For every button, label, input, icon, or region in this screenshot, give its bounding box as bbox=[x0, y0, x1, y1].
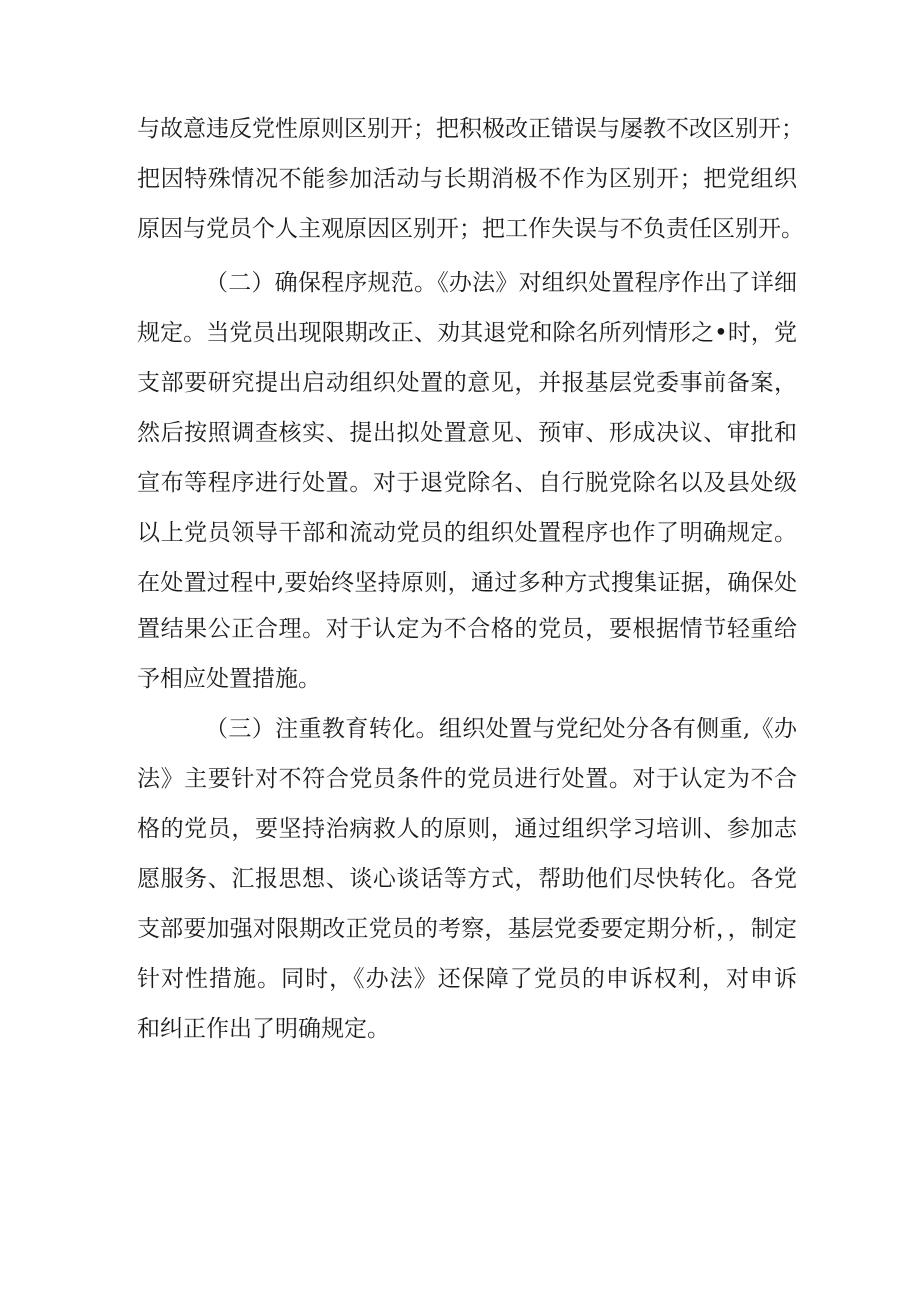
text-line: 宣布等程序进行处置。对于退党除名、自行脱党除名以及县处级 bbox=[137, 470, 797, 496]
text-line: 支部要研究提出启动组织处置的意见，并报基层党委事前备案， bbox=[137, 370, 797, 396]
text-line: 与故意违反党性原则区别开；把积极改正错误与屡教不改区别开； bbox=[137, 116, 804, 142]
text-line: 置结果公正合理。对于认定为不合格的党员，要根据情节轻重给 bbox=[137, 616, 797, 642]
text-line: 针对性措施。同时，《办法》还保障了党员的申诉权利，对申诉 bbox=[137, 966, 797, 992]
text-line: 予相应处置措施。 bbox=[137, 666, 321, 692]
text-line: （二）确保程序规范。《办法》对组织处置程序作出了详细 bbox=[205, 270, 797, 296]
text-line: 和纠正作出了明确规定。 bbox=[137, 1016, 390, 1042]
text-line: 法》主要针对不符合党员条件的党员进行处置。对于认定为不合 bbox=[137, 766, 797, 792]
text-line: 格的党员，要坚持治病救人的原则，通过组织学习培训、参加志 bbox=[137, 816, 797, 842]
text-line: 把因特殊情况不能参加活动与长期消极不作为区别开；把党组织 bbox=[137, 166, 797, 192]
text-line: 然后按照调查核实、提出拟处置意见、预审、形成决议、审批和 bbox=[137, 420, 797, 446]
text-line: 规定。当党员出现限期改正、劝其退党和除名所列情形之•时，党 bbox=[137, 320, 797, 346]
text-line: 原因与党员个人主观原因区别开；把工作失误与不负责任区别开。 bbox=[137, 216, 804, 242]
text-line: 以上党员领导干部和流动党员的组织处置程序也作了明确规定。 bbox=[137, 520, 797, 546]
text-line: 在处置过程中,要始终坚持原则，通过多种方式搜集证据，确保处 bbox=[137, 570, 797, 596]
text-line: （三）注重教育转化。组织处置与党纪处分各有侧重,《办 bbox=[205, 716, 797, 742]
text-line: 愿服务、汇报思想、谈心谈话等方式，帮助他们尽快转化。各党 bbox=[137, 866, 797, 892]
text-line: 支部要加强对限期改正党员的考察，基层党委要定期分析，，制定 bbox=[137, 916, 797, 942]
